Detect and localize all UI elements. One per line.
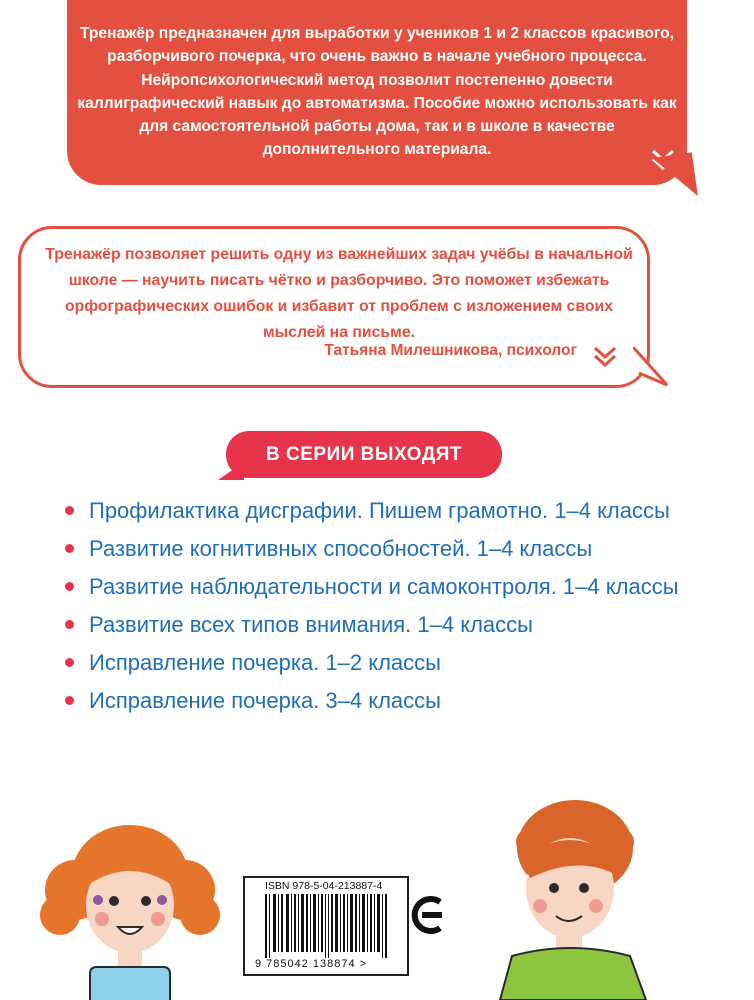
badge-tail <box>218 462 244 480</box>
double-chevron-down-icon <box>591 343 619 371</box>
girl-illustration <box>30 795 230 1000</box>
bullet-icon <box>65 506 74 515</box>
list-item-text: Развитие всех типов внимания. 1–4 классы <box>89 612 533 637</box>
annotation-text: Тренажёр предназначен для выработки у учеников 1 и 2 классов красивого, разборчивого почерка, что очень важно в начале учебного процесса. Нейропсихологический метод позволит постепенно довести каллиграфический навык до автоматизма. Пособие можно использовать как для самостоятельной работы дома, так и в школе в качестве дополнительного материала. <box>77 25 677 159</box>
barcode-number: 9 785042 138874 > <box>255 958 368 970</box>
series-label: В СЕРИИ ВЫХОДЯТ <box>266 444 462 465</box>
boy-illustration <box>470 790 680 1000</box>
isbn-label: ISBN 978-5-04-213887-4 <box>265 880 383 892</box>
list-item-text: Исправление почерка. 1–2 классы <box>89 650 441 675</box>
list-item-text: Исправление почерка. 3–4 классы <box>89 688 441 713</box>
quote-author: Татьяна Милешникова, психолог <box>324 342 577 359</box>
list-item-text: Профилактика дисграфии. Пишем грамотно. 1–4 классы <box>89 498 670 523</box>
bullet-icon <box>65 658 74 667</box>
bullet-icon <box>65 696 74 705</box>
list-item <box>62 573 682 600</box>
series-badge <box>226 431 502 478</box>
quote-text: Тренажёр позволяет решить одну из важнейших задач учёбы в начальной школе — научить писать чётко и разборчиво. Это поможет избежать орфографических ошибок и избавит от проблем с изложением своих мыслей на письме. <box>45 246 633 341</box>
bullet-icon <box>65 582 74 591</box>
list-item <box>62 649 682 676</box>
list-item <box>62 687 682 714</box>
annotation-bubble <box>67 0 687 185</box>
list-item <box>62 535 682 562</box>
list-item <box>62 611 682 638</box>
isbn-barcode <box>243 876 409 976</box>
barcode-icon <box>265 894 389 958</box>
bubble-tail <box>652 152 698 201</box>
list-item <box>62 497 682 524</box>
list-item-text: Развитие наблюдательности и самоконтроля. 1–4 классы <box>89 574 679 599</box>
bubble-tail <box>633 347 669 389</box>
series-list <box>62 497 682 725</box>
quote-bubble <box>18 226 650 388</box>
bullet-icon <box>65 544 74 553</box>
publisher-logo-icon <box>410 894 448 936</box>
list-item-text: Развитие когнитивных способностей. 1–4 классы <box>89 536 593 561</box>
bullet-icon <box>65 620 74 629</box>
